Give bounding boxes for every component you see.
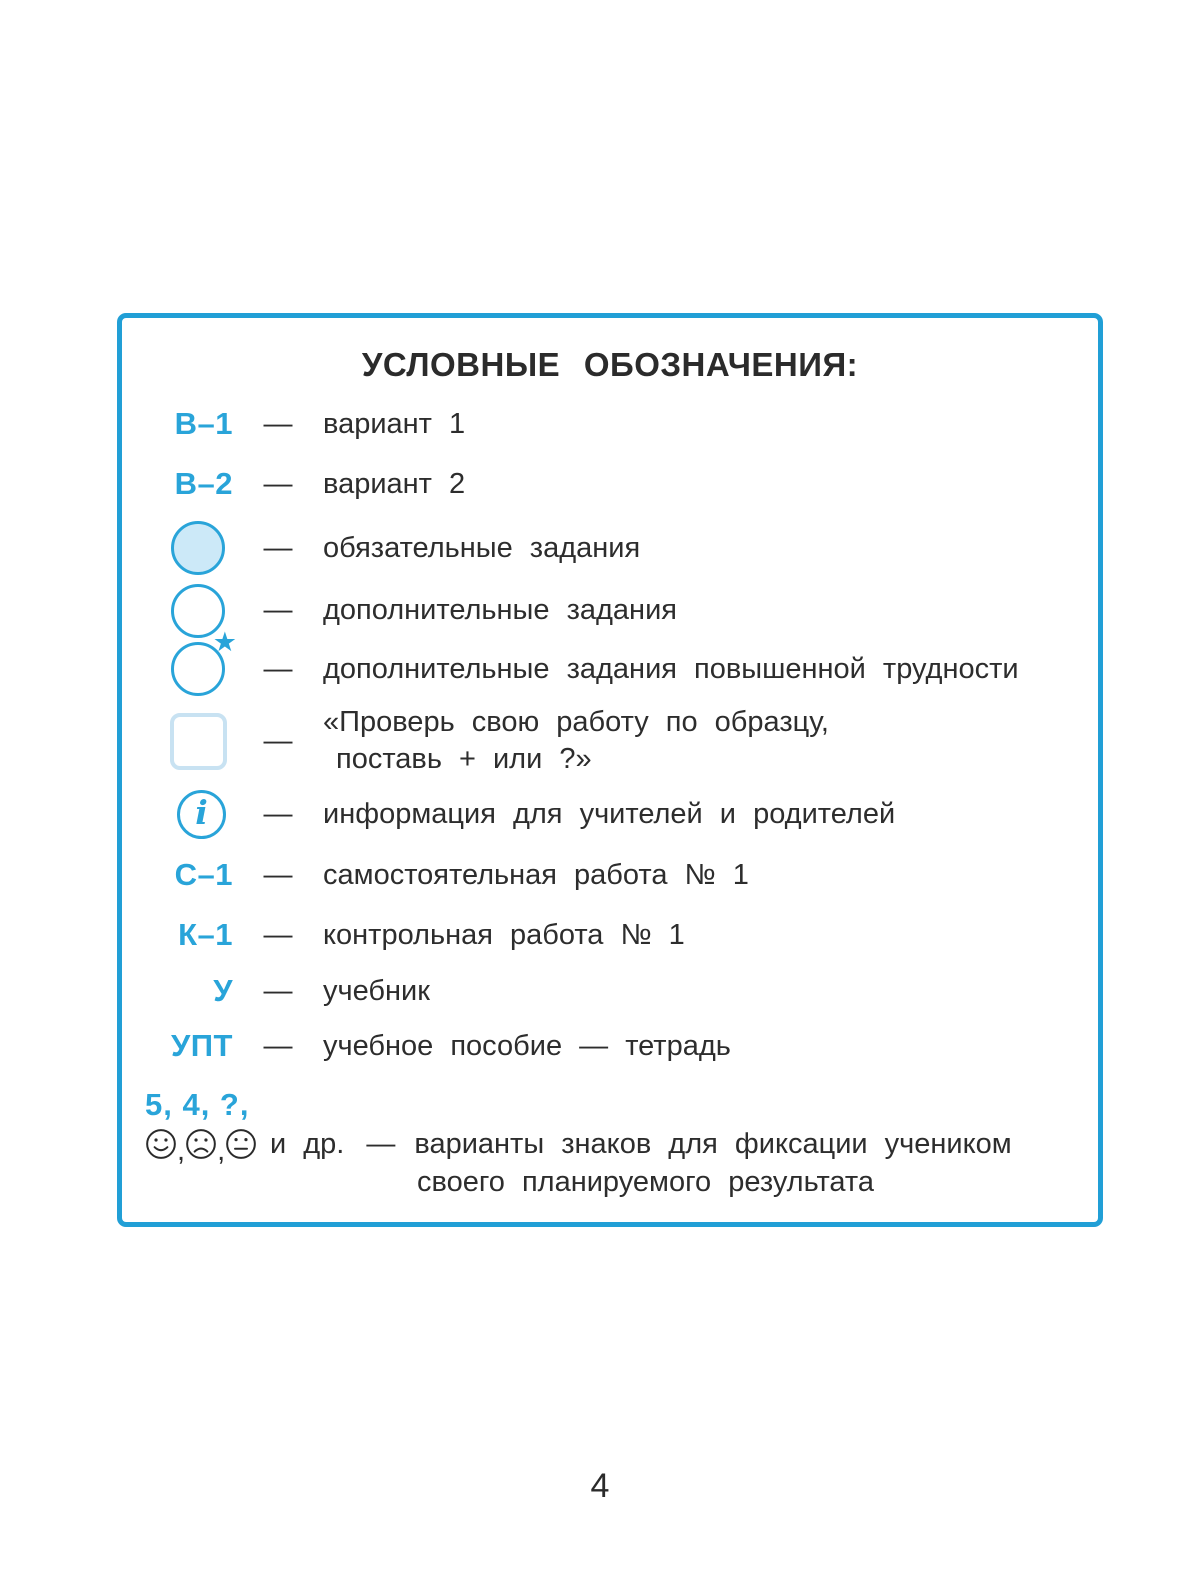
filled-circle-icon <box>171 521 225 575</box>
row-text: контрольная работа № 1 <box>323 918 685 951</box>
legend-row-workbook <box>122 1018 1098 1074</box>
dash-separator: — <box>263 797 293 830</box>
legend-row-independent-work <box>122 844 1098 906</box>
row-text-line2: своего планируемого результата <box>417 1165 874 1198</box>
row-text-line1: «Проверь свою работу по образцу, <box>323 706 829 738</box>
row-text: информация для учителей и родителей <box>323 797 896 830</box>
square-icon <box>170 713 227 770</box>
comma: , <box>217 1135 226 1167</box>
dash-separator: — <box>263 974 293 1007</box>
symbol-label: УПТ <box>170 1028 233 1063</box>
row-text: обязательные задания <box>323 531 641 564</box>
row-text: дополнительные задания повышенной трудности <box>323 652 1019 685</box>
row-text-line1: варианты знаков для фиксации учеником <box>414 1127 1012 1160</box>
legend-row-check-work <box>122 698 1098 784</box>
row-text <box>323 704 829 778</box>
legend-row-additional-tasks <box>122 581 1098 640</box>
legend-row-textbook <box>122 964 1098 1018</box>
row-text: самостоятельная работа № 1 <box>323 858 749 891</box>
legend-row-info <box>122 784 1098 844</box>
legend-row-variant-1 <box>122 395 1098 453</box>
dash-separator: — <box>263 652 293 685</box>
row-text: вариант 2 <box>323 467 466 500</box>
circle-star-icon <box>171 627 237 696</box>
dash-separator: — <box>263 918 293 951</box>
symbol-label: К–1 <box>178 917 233 952</box>
dash-separator: — <box>263 531 293 564</box>
legend-row-marks <box>122 1086 1098 1200</box>
legend-row-control-work <box>122 906 1098 964</box>
legend-frame <box>117 313 1103 1227</box>
dash-separator: — <box>263 467 293 500</box>
legend-row-advanced-tasks <box>122 627 1098 698</box>
etc-label: и др. <box>270 1127 345 1160</box>
dash-separator: — <box>263 594 293 626</box>
legend-row-required-tasks <box>122 515 1098 581</box>
row-text-line2: поставь + или ?» <box>336 743 592 775</box>
row-text: учебник <box>323 974 430 1007</box>
marks-faces <box>145 1124 270 1167</box>
dash-separator: — <box>263 724 293 757</box>
happy-face-icon <box>145 1128 177 1160</box>
dash-separator: — <box>263 407 293 440</box>
symbol-label: У <box>213 973 233 1008</box>
page-title: УСЛОВНЫЕ ОБОЗНАЧЕНИЯ: <box>361 346 859 383</box>
comma: , <box>177 1135 186 1167</box>
page-number: 4 <box>590 1467 610 1505</box>
legend-row-variant-2 <box>122 453 1098 515</box>
row-text: учебное пособие — тетрадь <box>323 1029 731 1062</box>
symbol-label: В–2 <box>174 466 233 501</box>
marks-numbers-label: 5, 4, ?, <box>145 1087 250 1122</box>
row-text: вариант 1 <box>323 407 466 440</box>
row-text: дополнительные задания <box>323 594 677 626</box>
legend-list <box>122 395 1098 1074</box>
info-letter: i <box>195 793 208 832</box>
symbol-label: В–1 <box>174 406 233 441</box>
neutral-face-icon <box>225 1128 257 1160</box>
dash-separator: — <box>263 1029 293 1062</box>
info-icon <box>177 790 226 839</box>
symbol-label: С–1 <box>174 857 233 892</box>
star-icon: ★ <box>212 627 237 658</box>
dash-separator: — <box>366 1127 396 1160</box>
sad-face-icon <box>185 1128 217 1160</box>
dash-separator: — <box>263 858 293 891</box>
